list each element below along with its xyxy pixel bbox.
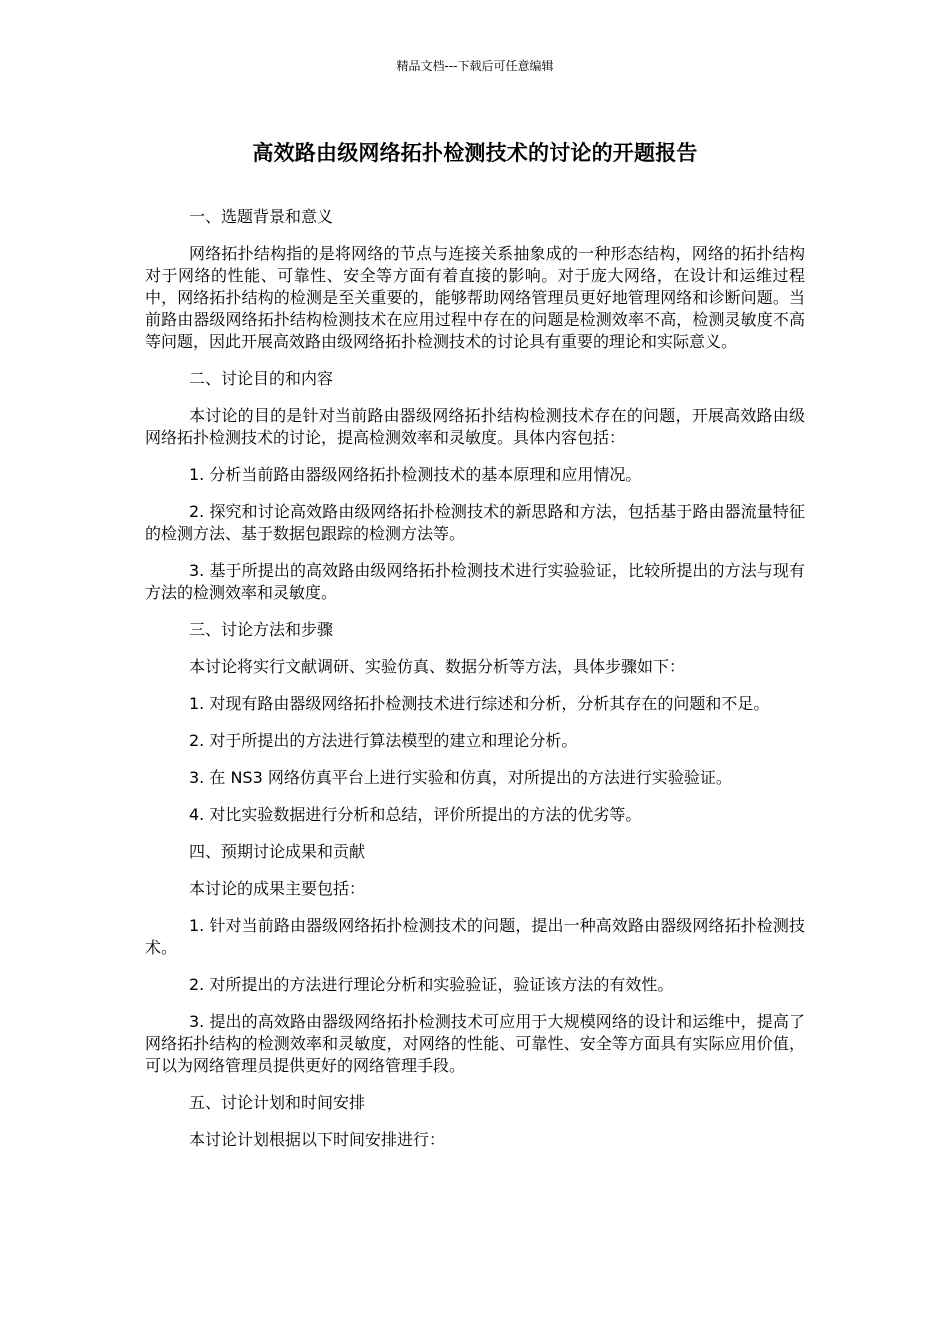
list-item: 2. 对于所提出的方法进行算法模型的建立和理论分析。 bbox=[189, 731, 578, 750]
list-item: 2. 对所提出的方法进行理论分析和实验验证，验证该方法的有效性。 bbox=[189, 975, 674, 994]
section-heading-3: 三、讨论方法和步骤 bbox=[189, 620, 334, 639]
document-body bbox=[145, 206, 805, 1166]
paragraph: 本讨论将实行文献调研、实验仿真、数据分析等方法，具体步骤如下： bbox=[189, 657, 686, 676]
paragraph: 网络拓扑结构指的是将网络的节点与连接关系抽象成的一种形态结构，网络的拓扑结构对于网络的性能、可靠性、安全等方面有着直接的影响。对于庞大网络，在设计和运维过程中，网络拓扑结构的检测是至关重要的，能够帮助网络管理员更好地管理网络和诊断问题。当前路由器级网络拓扑结构检测技术在应用过程中存在的问题是检测效率不高，检测灵敏度不高等问题，因此开展高效路由级网络拓扑检测技术的讨论具有重要的理论和实际意义。 bbox=[145, 244, 805, 351]
list-item: 2. 探究和讨论高效路由级网络拓扑检测技术的新思路和方法，包括基于路由器流量特征的检测方法、基于数据包跟踪的检测方法等。 bbox=[145, 502, 805, 543]
document-title: 高效路由级网络拓扑检测技术的讨论的开题报告 bbox=[252, 141, 698, 165]
list-item: 1. 对现有路由器级网络拓扑检测技术进行综述和分析，分析其存在的问题和不足。 bbox=[189, 694, 770, 713]
paragraph: 本讨论的目的是针对当前路由器级网络拓扑结构检测技术存在的问题，开展高效路由级网络拓扑检测技术的讨论，提高检测效率和灵敏度。具体内容包括： bbox=[145, 406, 805, 447]
page-header: 精品文档---下载后可任意编辑 bbox=[396, 59, 554, 73]
paragraph: 本讨论的成果主要包括： bbox=[189, 879, 366, 898]
list-item: 4. 对比实验数据进行分析和总结，评价所提出的方法的优劣等。 bbox=[189, 805, 642, 824]
section-heading-5: 五、讨论计划和时间安排 bbox=[189, 1093, 366, 1112]
list-item: 3. 提出的高效路由器级网络拓扑检测技术可应用于大规模网络的设计和运维中，提高了网络拓扑结构的检测效率和灵敏度，对网络的性能、可靠性、安全等方面具有实际应用价值，可以为网络管理员提供更好的网络管理手段。 bbox=[145, 1012, 805, 1075]
section-heading-4: 四、预期讨论成果和贡献 bbox=[189, 842, 366, 861]
list-item: 1. 针对当前路由器级网络拓扑检测技术的问题，提出一种高效路由器级网络拓扑检测技术。 bbox=[145, 916, 805, 957]
list-item: 3. 基于所提出的高效路由级网络拓扑检测技术进行实验验证，比较所提出的方法与现有方法的检测效率和灵敏度。 bbox=[145, 561, 805, 602]
list-item: 1. 分析当前路由器级网络拓扑检测技术的基本原理和应用情况。 bbox=[189, 465, 642, 484]
list-item: 3. 在 NS3 网络仿真平台上进行实验和仿真，对所提出的方法进行实验验证。 bbox=[189, 768, 732, 787]
section-heading-2: 二、讨论目的和内容 bbox=[189, 369, 334, 388]
paragraph: 本讨论计划根据以下时间安排进行： bbox=[189, 1130, 446, 1149]
section-heading-1: 一、选题背景和意义 bbox=[189, 207, 334, 226]
